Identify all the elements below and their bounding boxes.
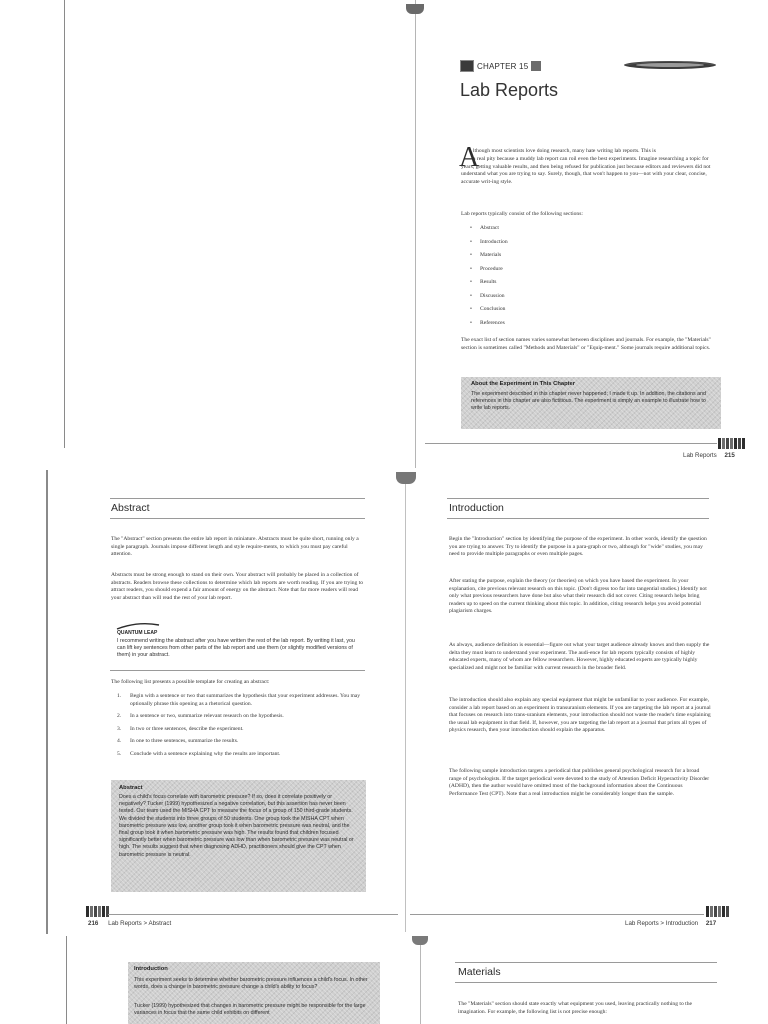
introduction-para-1: Begin the "Introduction" section by identifying the purpose of the experiment. In other words, identify the question you are trying to answer. Try to identify the purpose in a para-graph or two, although for "wide" studies, you may need to provide multiple paragraphs or even multiple pages.: [449, 536, 707, 558]
page-216-footer-rule: [108, 914, 398, 915]
page-217-footer-bars: [706, 906, 729, 917]
abstract-para-1: The "Abstract" section presents the entire lab report in miniature. Abstracts must be quite short, running only a single paragraph. Journals impose different length and style require-ments, to which you must pay careful attention.: [111, 536, 359, 558]
spine-mark-top: [406, 4, 424, 14]
list-item: • Procedure: [470, 263, 590, 277]
experiment-note-text: The experiment described in this chapter never happened; I made it up. In addition, the citations and references in this chapter are also fictitious. The experiment is simply an example to illustrate how to write lab reports.: [471, 391, 706, 412]
page-215-footer-bars: [718, 438, 745, 449]
footer-label: Lab Reports > Introduction: [625, 920, 699, 927]
materials-bottom-rule: [455, 982, 717, 983]
page-216-footer: [88, 920, 171, 927]
sample-introduction-title: Introduction: [134, 966, 168, 972]
footer-label: Lab Reports: [683, 452, 717, 459]
spine-line-middle: [405, 472, 406, 932]
introduction-para-2: After stating the purpose, explain the theory (or theories) on which you have based the experiment. In your explanation, cite previous relevant research on this topic. (Don't digress too far into tangential studies.) Identify not only what previous researchers have done but also what their research did not cover. Citing research helps bring readers up to speed on the current thinking about this topic. In addition, citing research helps you avoid potential plagiarism charges.: [449, 578, 707, 615]
experiment-note-box: [461, 377, 721, 429]
page-215-footer: [683, 452, 735, 459]
quantum-leap-text: I recommend writing the abstract after you have written the rest of the lab report. By writing it last, you can lift key sentences from other parts of the lab report and use them (or slightly modified versions of them) in your abstract.: [117, 638, 355, 659]
page-number: 216: [88, 920, 99, 927]
page-217-footer-rule: [410, 914, 704, 915]
list-item: • Abstract: [470, 222, 590, 236]
materials-heading: Materials: [458, 966, 501, 978]
page-216-footer-bars: [86, 906, 109, 917]
quantum-leap-label: QUANTUM LEAP: [117, 630, 158, 636]
sections-list: [470, 222, 590, 330]
page-217-footer: [625, 920, 716, 927]
abstract-template-steps: [117, 693, 363, 764]
list-item: • Introduction: [470, 236, 590, 250]
list-item: 1. Begin with a sentence or two that summarizes the hypothesis that your experiment addresses. You may optionally phrase this opening as a rhetorical question.: [117, 693, 361, 707]
drop-cap: A: [459, 142, 480, 173]
quantum-leap-swoosh-icon: [116, 622, 160, 630]
chapter-title: Lab Reports: [460, 80, 559, 100]
quantum-leap-rule: [110, 670, 365, 671]
chapter-squares-icon: [460, 60, 474, 72]
template-intro: The following list presents a possible template for creating an abstract:: [111, 679, 270, 685]
spine-line-top: [415, 0, 416, 468]
list-item: 4. In one to three sentences, summarize the results.: [117, 738, 239, 745]
chapter-squares-icon-right: [531, 61, 541, 71]
page-number: 217: [705, 920, 717, 927]
list-item: • Results: [470, 276, 590, 290]
list-item: 5. Conclude with a sentence explaining why the results are important.: [117, 750, 281, 757]
page-218-left-edge: [66, 936, 67, 1024]
list-item: • References: [470, 317, 590, 331]
sample-introduction-text-2: Tucker (1999) hypothesized that changes in barometric pressure might be responsible for the large variances in focus that the same child exhibits on different: [134, 1003, 366, 1017]
materials-top-rule: [455, 962, 717, 963]
intro-paragraph: a real pity because a muddy lab report can roil even the best experiments. Imagine researching a topic for years, getting valuable results, and then being refused for publication just because editors and reviewers did not understand what you are trying to say. Surely, though, that won't happen to you—not with your clear, concise, accurate writ-ing style.: [461, 156, 711, 185]
page-number: 215: [724, 452, 735, 459]
sections-intro: Lab reports typically consist of the following sections:: [461, 211, 583, 217]
page-216-left-edge: [46, 470, 48, 934]
page-215-left-edge: [64, 0, 65, 448]
spine-mark-middle: [396, 472, 416, 484]
materials-para-1: The "Materials" section should state exactly what equipment you used, leaving practically nothing to the imagination. For example, the following list is not precise enough:: [458, 1001, 693, 1015]
introduction-para-3: As always, audience definition is essential—figure out what your target audience already knows and then supply the delta they must learn to understand your experiment. The audi-ence for lab reports typically consists of highly educated experts, many of whom are fellow researchers. However, highly educated experts are typically highly specialized and might not be familiar with current research in the broader field.: [449, 642, 710, 671]
sample-abstract-box: [111, 780, 366, 892]
intro-first-line: lthough most scientists love doing research, many hate writing lab reports. This is: [473, 148, 656, 154]
sample-introduction-text: This experiment seeks to determine whether barometric pressure influences a child's focus. In other words, does a change in barometric pressure change a child's ability to focus?: [134, 977, 368, 991]
experiment-note-title: About the Experiment in This Chapter: [471, 381, 576, 387]
list-item: 2. In a sentence or two, summarize relevant research on the hypothesis.: [117, 713, 284, 720]
list-item: • Discussion: [470, 290, 590, 304]
introduction-para-5: The following sample introduction targets a periodical that publishes general psychological research for a broad range of psychologists. If the target periodical were devoted to the study of Attention Deficit Hyperactivity Disorder (ADHD), then the author would have omitted most of the background information about the Continuous Performance Test (CPT). Note that a real introduction might be considerably longer than the sample.: [449, 768, 710, 797]
chapter-label: CHAPTER 15: [460, 60, 541, 72]
introduction-top-rule: [447, 498, 709, 499]
spine-line-bottom: [420, 936, 421, 1024]
footer-label: Lab Reports > Abstract: [108, 920, 172, 927]
abstract-para-2: Abstracts must be strong enough to stand on their own. Your abstract will probably be placed in a collection of abstracts. Readers browse these collections to determine which lab reports are worth reading. If you are trying to attract readers, you should expend a fair amount of energy on the abstract. Note that far more readers will read your abstract than will read the rest of your lab report.: [111, 572, 364, 601]
introduction-para-4: The introduction should also explain any special equipment that might be unfamiliar to your audience. For example, consider a lab report based on an experiment in transuranium elements. If you are targeting the lab report at a journal that focuses on research into trans-uranium elements, your introduction should not waste the reader's time explaining the usual lab equipment in that field. If, however, you are targeting the lab report at a journal that prints all types of physics research, then your introduction should explain the apparatus.: [449, 697, 711, 734]
sample-abstract-title: Abstract: [119, 785, 143, 791]
sample-introduction-box: [128, 962, 380, 1024]
abstract-heading: Abstract: [111, 502, 150, 514]
section-names-note: The exact list of section names varies somewhat between disciplines and journals. For example, the "Materials" section is sometimes called "Methods and Materials" or "Equip-ment." Some journals require additional topics.: [461, 337, 711, 351]
list-item: 3. In two or three sentences, describe the experiment.: [117, 725, 244, 732]
introduction-bottom-rule: [447, 518, 709, 519]
sample-abstract-text: Does a child's focus correlate with barometric pressure? If so, does it correlate positively or negatively? Tucker (1999) hypothesized a negative correlation, but this assertion has never been tested. Our team used the MISHA CPT to measure the focus of a group of 150 third-grade students. We divided the students into three groups of 50 students. One group took the MISHA CPT when barometric pressure was low, another group took it when barometric pressure was neutral, and the final group took it when barometric pressure was high. The results found that children focused significantly better when barometric pressure was low than when barometric pressure was neutral or high. The results suggest that when diagnosing ADHD, practitioners should give the CPT when barometric pressure is neutral.: [119, 794, 354, 858]
spine-mark-bottom: [412, 936, 428, 945]
introduction-heading: Introduction: [449, 502, 504, 514]
abstract-bottom-rule: [110, 518, 365, 519]
chapter-brush-ornament: [622, 56, 718, 74]
list-item: • Materials: [470, 249, 590, 263]
page-215-footer-rule: [425, 443, 717, 444]
abstract-top-rule: [110, 498, 365, 499]
list-item: • Conclusion: [470, 303, 590, 317]
